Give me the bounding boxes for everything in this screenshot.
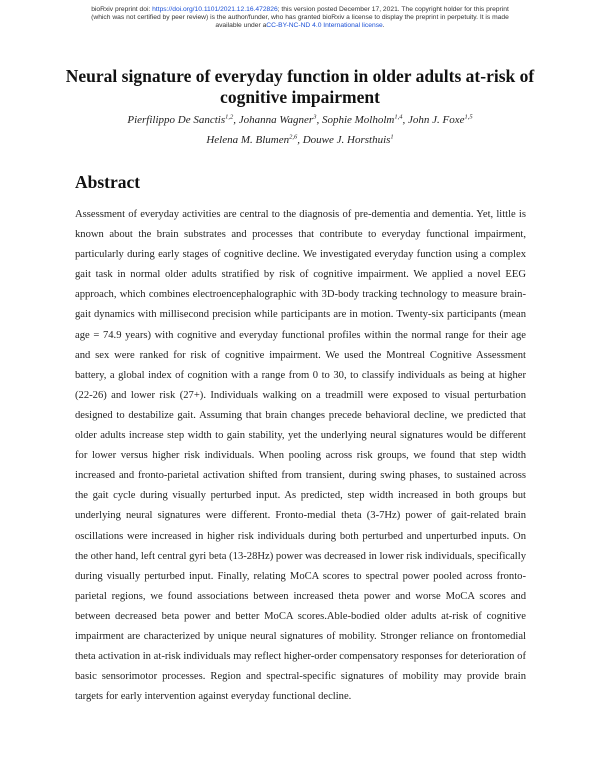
author-separator: , xyxy=(402,114,408,126)
doi-link[interactable]: https://doi.org/10.1101/2021.12.16.472826 xyxy=(152,6,278,13)
author-name: Douwe J. Horsthuis xyxy=(302,134,391,146)
author-name: John J. Foxe xyxy=(408,114,465,126)
paper-title: Neural signature of everyday function in older adults at-risk of cognitive impairment xyxy=(65,66,535,107)
author-affiliation: 2,6 xyxy=(289,133,298,141)
author-separator: , xyxy=(233,114,239,126)
author-line-1 xyxy=(70,110,530,130)
author-affiliation: 1,4 xyxy=(394,113,403,121)
author-separator: , xyxy=(297,134,303,146)
preprint-notice-line-2: (which was not certified by peer review) is the author/funder, who has granted bioRxiv a license to display the preprint in perpetuity. It is made xyxy=(91,14,509,22)
author-separator: , xyxy=(316,114,322,126)
preprint-notice xyxy=(0,6,600,31)
author-name: Sophie Molholm xyxy=(321,114,395,126)
author-name: Helena M. Blumen xyxy=(206,134,290,146)
license-prefix: available under a xyxy=(215,22,267,30)
preprint-notice-line-1 xyxy=(0,6,600,14)
license-link[interactable]: CC-BY-NC-ND 4.0 International license xyxy=(266,22,383,30)
license-suffix: . xyxy=(382,22,385,30)
notice-suffix: ; this version posted December 17, 2021. The copyright holder for this preprint xyxy=(277,6,509,13)
author-affiliation: 1,5 xyxy=(464,113,473,121)
author-name: Pierfilippo De Sanctis xyxy=(127,114,226,126)
author-affiliation: 1,2 xyxy=(225,113,234,121)
author-line-2 xyxy=(70,130,530,150)
abstract-body: Assessment of everyday activities are central to the diagnosis of pre-dementia and dementia. Yet, little is known about the brain substrates and processes that contribute to everyday functional impairment, particularly during early stages of cognitive decline. We investigated everyday function using a complex gait task in normal older adults stratified by risk of cognitive impairment. We applied a novel EEG approach, which combines electroencephalographic with 3D-body tracking technology to measure brain-gait dynamics with millisecond precision while participants are in motion. Twenty-six participants (mean age = 74.9 years) with cognitive and everyday functional profiles within the normal range for their age and sex were ranked for risk of cognitive impairment. We used the Montreal Cognitive Assessment battery, a global index of cognition with a range from 0 to 30, to classify individuals as being at higher (22-26) and lower risk (27+). Individuals walking on a treadmill were exposed to visual perturbation designed to destabilize gait. Assuming that brain changes precede behavioral decline, we predicted that older adults increase step width to gain stability, yet the underlying neural signatures would be different for lower versus higher risk individuals. When pooling across risk groups, we found that step width increased and fronto-parietal activation shifted from transient, during swing phases, to sustained across the gait cycle during visually perturbed input. As predicted, step width increased in both groups but underlying neural signatures were different. Fronto-medial theta (3-7Hz) power of gait-related brain oscillations were increased in higher risk individuals during both perturbed and unperturbed inputs. On the other hand, left central gyri beta (13-28Hz) power was decreased in lower risk individuals, specifically during visually perturbed input. Finally, relating MoCA scores to spectral power pooled across fronto-parietal regions, we found associations between increased theta power and worse MoCA scores and between decreased beta power and better MoCA scores.Able-bodied older adults at-risk of cognitive impairment are characterized by unique neural signatures of mobility. Stronger reliance on frontomedial theta activation in at-risk individuals may reflect higher-order compensatory responses for deterioration of basic sensorimotor processes. Region and spectral-specific signatures of mobility may provide brain targets for early intervention against everyday functional decline. xyxy=(75,209,526,703)
notice-prefix: bioRxiv preprint doi: xyxy=(91,6,153,13)
author-name: Johanna Wagner xyxy=(238,114,314,126)
author-list xyxy=(70,110,530,150)
abstract-heading: Abstract xyxy=(75,172,141,192)
author-affiliation: 3 xyxy=(313,113,317,121)
preprint-notice-line-3 xyxy=(0,22,600,30)
author-affiliation: 1 xyxy=(390,133,394,141)
